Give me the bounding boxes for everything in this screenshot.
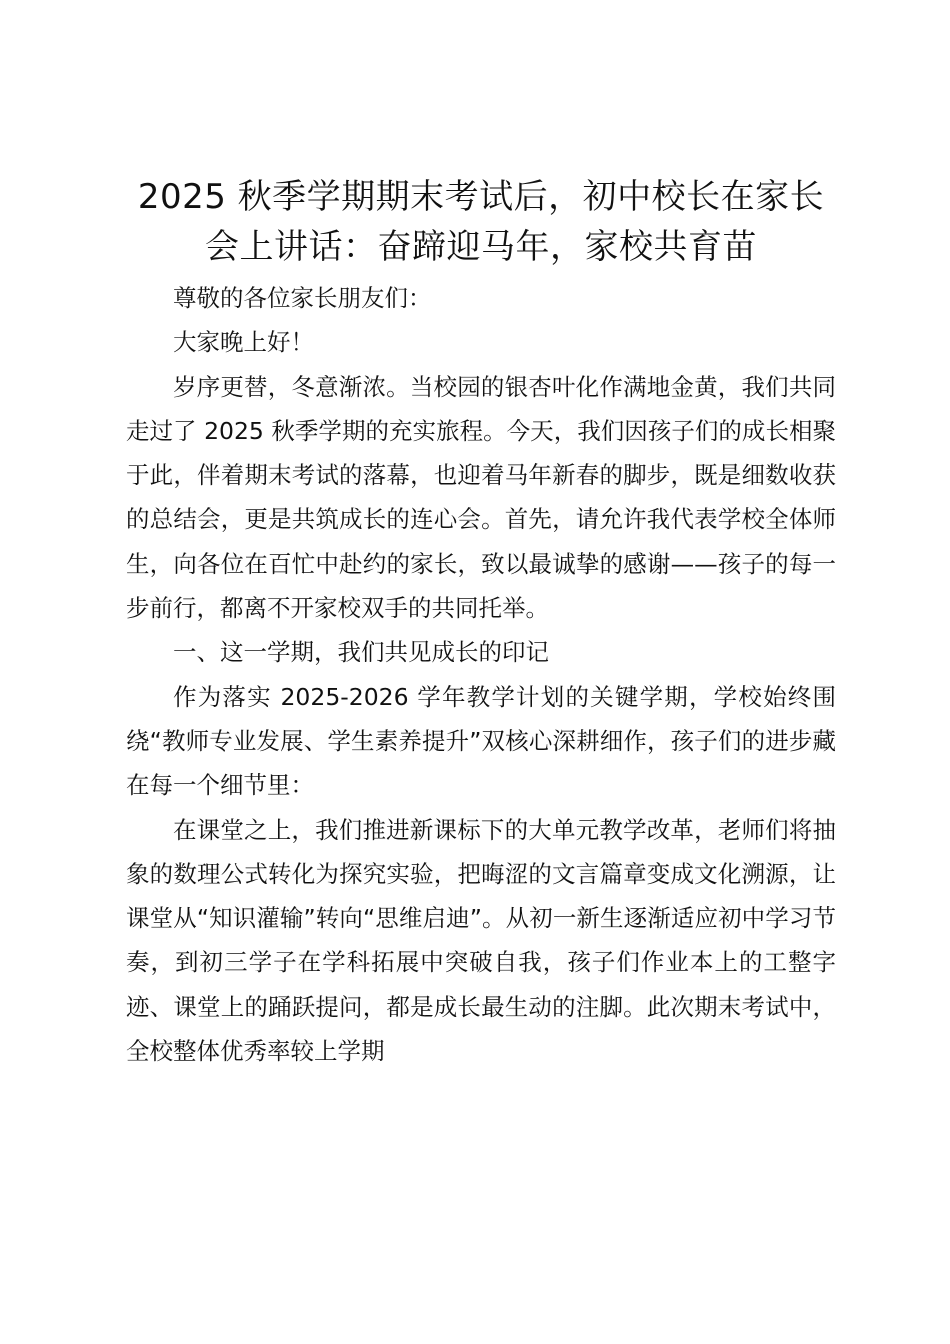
document-title-line-2: 会上讲话：奋蹄迎马年，家校共育苗: [205, 227, 757, 267]
document-title: [126, 172, 836, 272]
section-1-intro-paragraph: 作为落实 2025-2026 学年教学计划的关键学期，学校始终围绕“教师专业发展、学生素养提升”双核心深耕细作，孩子们的进步藏在每一个细节里：: [126, 682, 836, 800]
document-body: [126, 276, 836, 1073]
classroom-paragraph: 在课堂之上，我们推进新课标下的大单元教学改革，老师们将抽象的数理公式转化为探究实验，把晦涩的文言篇章变成文化溯源，让课堂从“知识灌输”转向“思维启迪”。从初一新生逐渐适应初中学习节奏，到初三学子在学科拓展中突破自我，孩子们作业本上的工整字迹、课堂上的踊跃提问，都是成长最生动的注脚。此次期末考试中，全校整体优秀率较上学期: [126, 815, 836, 1066]
salutation: 尊敬的各位家长朋友们：: [173, 284, 432, 312]
intro-paragraph: 岁序更替，冬意渐浓。当校园的银杏叶化作满地金黄，我们共同走过了 2025 秋季学期的充实旅程。今天，我们因孩子们的成长相聚于此，伴着期末考试的落幕，也迎着马年新春的脚步，既是细数收获的总结会，更是共筑成长的连心会。首先，请允许我代表学校全体师生，向各位在百忙中赴约的家长，致以最诚挚的感谢——孩子的每一步前行，都离不开家校双手的共同托举。: [126, 372, 836, 623]
section-1-heading: 一、这一学期，我们共见成长的印记: [173, 638, 549, 667]
document-title-line-1: 2025 秋季学期期末考试后，初中校长在家长: [137, 177, 825, 217]
greeting: 大家晚上好！: [173, 328, 314, 357]
